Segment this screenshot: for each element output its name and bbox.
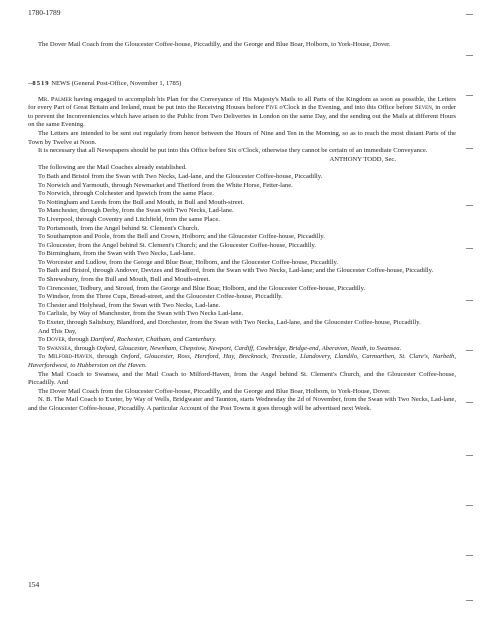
coach-milford <box>28 353 456 370</box>
palmer-text-b: o'Clock in the Evening, and into this Office before <box>277 104 415 112</box>
coach-route-line: To Exeter, through Salisbury, Blandford, and Dorchester, from the Swan with Two Necks, Lad-lane, and the Gloucester Coffee-house, Piccadilly. <box>38 319 421 327</box>
palmer-text-c: , in order to prevent the Inconveniencies which have arisen to the Public from Two Deliveries in London on the same Day, and the sending out the Mails at different Hours on the same Evening. <box>28 104 456 129</box>
coach-route-line: To Gloucester, from the Angel behind St. Clement's Church; and the Gloucester Coffee-house, Piccadilly. <box>38 241 317 249</box>
entry-body <box>28 80 456 414</box>
margin-tick <box>466 55 473 56</box>
entry-label: NEWS <box>51 80 70 87</box>
margin-tick <box>466 14 473 15</box>
hour-five: Five <box>265 104 278 112</box>
swansea-route: Oxford, Gloucester, Newnham, Chepstow, Newport, Cardiff, Cowbridge, Bridge-end, Aberavon, Neath, to Swansea. <box>96 344 402 352</box>
margin-tick <box>466 148 473 149</box>
milford-route: Oxford, Gloucester, Ross, Hereford, Hay, Brecknock, Trecastle, Llandovery, Llandilo, Carmarthen, St. Clare's, Narbeth, Haverfordwest, to Hubberston on the Haven. <box>28 353 456 369</box>
coach-route-line: To Portsmouth, from the Angel behind St. Clement's Church. <box>38 224 199 232</box>
coach-route-line: To Shrewsbury, from the Bull and Mouth, Bull and Mouth-street. <box>38 276 210 284</box>
coach-route-line: To Southampton and Poole, from the Bell and Crown, Holborn; and the Gloucester Coffee-house, Piccadilly. <box>38 233 325 241</box>
entry-heading <box>28 80 456 89</box>
coach-swansea <box>28 345 456 354</box>
palmer-text-a: having engaged to accomplish his Plan for the Conveyance of His Majesty's Mails to all Parts of the Kingdom as soon as possible, the Letters for every Part of Great Britain and Ireland, must be put into the Receiving Houses before <box>28 95 456 112</box>
swansea-place: Swansea <box>46 344 72 352</box>
signature: ANTHONY TODD, Sec. <box>329 155 396 163</box>
coach-list <box>28 164 456 336</box>
closing-paragraph: The Dover Mail Coach from the Gloucester Coffee-house, Piccadilly, and the George and Blue Boar, Holborn, to York-House, Dover. <box>38 387 391 395</box>
coach-route-line: To Worcester and Ludlow, from the George and Blue Boar, Holborn, and the Gloucester Coffee-house, Piccadilly. <box>38 258 339 266</box>
coach-route-line: To Cirencester, Tedbury, and Stroud, from the George and Blue Boar, Holborn, and the Gloucester Coffee-house, Piccadilly. <box>38 284 366 292</box>
hour-seven: Seven <box>414 104 432 112</box>
closing-list <box>28 371 456 414</box>
dover-route: Dartford, Rochester, Chatham, and Canterbury. <box>90 336 217 344</box>
coach-route-line: To Bath and Bristol, through Andover, Devizes and Bradford, from the Swan with Two Necks, Lad-lane; and the Gloucester Coffee-house, Piccadilly. <box>38 267 434 275</box>
closing-paragraph: The Mail Coach to Swansea, and the Mail Coach to Milford-Haven, from the Angel behind St. Clement's Church, and the Gloucester Coffee-house, Piccadilly. And <box>28 370 456 387</box>
swansea-via: , through <box>71 344 97 352</box>
paragraph-newspapers: It is necessary that all Newspapers should be put into this Office before Six o'Clock, otherwise they cannot be certain of an immediate Conveyance. <box>38 147 428 155</box>
coach-route-line: The following are the Mail Coaches already established. <box>38 164 187 172</box>
entry-number: 8519 <box>32 80 50 87</box>
coach-route-line: And This Day, <box>38 327 77 335</box>
coach-route-line: To Norwich, through Colchester and Ipswich from the same Place. <box>38 190 214 198</box>
milford-via: , through <box>92 353 121 361</box>
dover-via: , through <box>64 336 91 344</box>
coach-route-line: To Nottingham and Leeds from the Bull and Mouth, in Bull and Mouth-street. <box>38 198 245 206</box>
entry-dash: -- <box>28 80 33 87</box>
closing-paragraph: N. B. The Mail Coach to Exeter, by Way of Wells, Bridgwater and Taunton, starts Wednesday the 2d of November, from the Swan with Two Necks, Lad-lane, and the Gloucester Coffee-house, Piccadilly. A particular Account of the Post Towns it goes through will be advertised next Week. <box>28 396 456 412</box>
name-palmer: Mr. Palmer <box>38 95 73 103</box>
margin-tick <box>466 600 473 601</box>
milford-lead: To <box>38 353 49 361</box>
coach-route-line: To Norwich and Yarmouth, through Newmarket and Thetford from the White Horse, Fetter-lane. <box>38 181 293 189</box>
coach-route-line: To Bath and Bristol from the Swan with Two Necks, Lad-lane, and the Gloucester Coffee-house, Piccadilly. <box>38 172 323 180</box>
paragraph-palmer <box>28 96 456 130</box>
coach-route-line: To Liverpool, through Coventry and Litchfield, from the same Place. <box>38 215 220 223</box>
running-header: 1780-1789 <box>28 8 61 17</box>
swansea-lead: To <box>38 344 47 352</box>
coach-route-line: To Manchester, through Derby, from the Swan with Two Necks, Lad-lane. <box>38 207 234 215</box>
margin-tick <box>466 95 473 96</box>
margin-tick <box>466 300 473 301</box>
intro-block <box>28 41 456 50</box>
margin-tick <box>466 350 473 351</box>
page-number: 154 <box>28 580 40 589</box>
margin-ticks <box>466 0 480 621</box>
margin-tick <box>466 455 473 456</box>
margin-tick <box>466 205 473 206</box>
margin-tick <box>466 505 473 506</box>
dover-lead: To <box>38 336 47 344</box>
coach-route-line: To Windsor, from the Three Cups, Bread-street, and the Gloucester Coffee-house, Piccadilly. <box>38 293 283 301</box>
coach-dover <box>28 336 456 345</box>
dover-place: Dover <box>46 336 65 344</box>
margin-tick <box>466 555 473 556</box>
margin-tick <box>466 402 473 403</box>
coach-route-line: To Carlisle, by Way of Manchester, from the Swan with Two Necks Lad-lane. <box>38 310 244 318</box>
entry-source: (General Post-Office, November 1, 1785) <box>71 80 182 87</box>
paragraph-letters: The Letters are intended to be sent out regularly from hence between the Hours of Nine and Ten in the Morning, so as to reach the most distant Parts of the Town by Twelve at Noon. <box>28 129 456 146</box>
margin-tick <box>466 248 473 249</box>
coach-route-line: To Birmingham, from the Swan with Two Necks, Lad-lane. <box>38 250 195 258</box>
intro-paragraph: The Dover Mail Coach from the Gloucester Coffee-house, Piccadilly, and the George and Blue Boar, Holborn, to York-House, Dover. <box>38 41 391 48</box>
milford-place: Milford-Haven <box>48 353 93 361</box>
coach-route-line: To Chester and Holyhead, from the Swan with Two Necks, Lad-lane. <box>38 301 221 309</box>
